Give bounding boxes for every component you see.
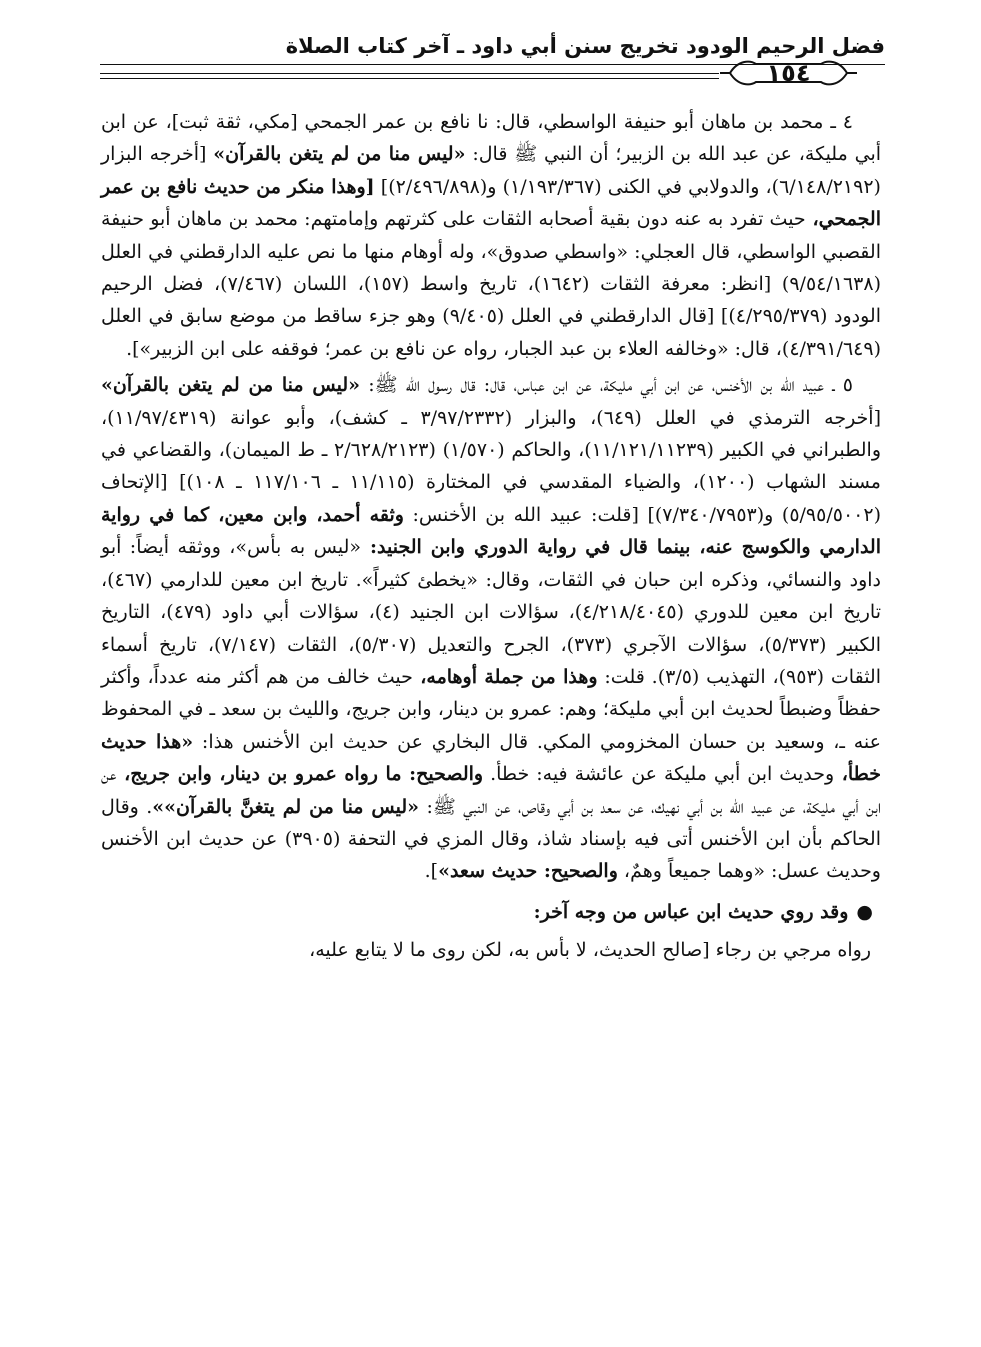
para5-segment: . وقال الحاكم بأن ابن الأخنس أتى فيه بإسناد شاذ، وقال المزي في التحفة (٣٩٠٥) عن حديث ابن الأخنس وحديث عسل: «وهما جميعاً وهمٌ، [101,795,881,883]
para5-segment: والصحيح: ما رواه عمرو بن دينار، وابن جريج، [116,763,484,786]
para5-segment: «ليس منا من لم يتغنَّ بالقرآن»» [152,795,420,818]
para5-segment: ٥ ـ عبيد الله بن الأخنس، عن ابن أبي مليكة، عن ابن عباس، قال: قال رسول الله ﷺ: [360,374,854,397]
header-rule [100,73,719,74]
page-number-ornament [716,54,861,92]
section-heading-text: وقد روي حديث ابن عباس من وجه آخر: [533,900,849,923]
para5-segment: «هذا حديث خطأ، [101,730,881,786]
hadith-paragraph-5 [101,369,881,888]
para5-segment: والصحيح: حديث سعد» [438,860,618,883]
continuation-line: رواه مرجي بن رجاء [صالح الحديث، لا بأس به، لكن روى ما لا يتابع عليه، [309,939,871,962]
para4-segment: «ليس منا من لم يتغن بالقرآن» [213,143,466,166]
para4-segment: [أخرجه البزار (٦/١٤٨/٢١٩٢)، والدولابي في الكنى (١/١٩٣/٣٦٧) و(٢/٤٩٦/٨٩٨)] [101,143,881,198]
section-heading [101,896,881,928]
para5-segment: وحديث ابن أبي مليكة عن عائشة فيه: خطأ. [483,763,835,786]
hadith-paragraph-4 [101,106,881,365]
header-title: فضل الرحيم الودود تخريج سنن أبي داود ـ آخر كتاب الصلاة [285,34,885,58]
page-number: ١٥٤ [766,59,811,87]
para4-segment: [وهذا منكر من حديث نافع بن عمر الجمحي، [101,175,881,231]
para5-segment: حيث خالف من هم أكثر منه عدداً، وأكثر حفظاً وضبطاً لحديث ابن أبي مليكة؛ وهم: عمرو بن دينار، وابن جريج، والليث بن سعد ـ في المحفوظ عنه ـ، وسعيد بن حسان المخزومي المكي. قال البخاري عن حديث ابن الأخنس هذا: [101,665,881,753]
para5-segment: «ليس به بأس»، ووثقه أيضاً: أبو داود والنسائي، وذكره ابن حبان في الثقات، وقال: «يخطئ كثيراً». تاريخ ابن معين للدارمي (٤٦٧)، تاريخ ابن معين للدوري (٤/٢١٨/٤٠٤٥)، سؤالات ابن الجنيد (٤)، سؤالات أبي داود (٤٧٩)، التاريخ الكبير (٥/٣٧٣)، سؤالات الآجري (٣٧٣)، الجرح والتعديل (٥/٣٠٧)، الثقات (٧/١٤٧)، تاريخ أسماء الثقات (٩٥٣)، التهذيب (٣/٥). قلت: [101,536,882,688]
para4-segment: ٤ ـ محمد بن ماهان أبو حنيفة الواسطي، قال: نا نافع بن عمر الجمحي [مكي، ثقة ثبت]، عن ابن أبي مليكة، عن عبد الله بن الزبير؛ أن النبي ﷺ قال: [101,111,882,166]
para5-segment: ]. [424,860,439,883]
para5-segment: «ليس منا من لم يتغن بالقرآن» [101,374,360,397]
para5-segment: عن ابن أبي مليكة، عن عبيد الله بن أبي نهيك، عن سعد بن أبي وقاص، عن النبي ﷺ: [101,763,882,818]
main-text [101,106,881,967]
para5-segment: [أخرجه الترمذي في العلل (٦٤٩)، والبزار (٣/٩٧/٢٣٣٢ ـ كشف)، وأبو عوانة (١١/٩٧/٤٣١٩)، والطبراني في الكبير (١١/١٢١/١١٢٣٩)، والحاكم (١/٥٧٠) (٢/٦٢٨/٢١٢٣ ـ ط الميمان)، والقضاعي في مسند الشهاب (١٢٠٠)، والضياء المقدسي في المختارة (١١/١١٥ ـ ١١٧/١٠٦ ـ ١٠٨)] [الإتحاف (٥/٩٥/٥٠٠٢) و(٧/٣٤٠/٧٩٥٣)] [قلت: عبيد الله بن الأخنس: [101,406,881,526]
para5-segment: وهذا من جملة أوهامه، [412,665,598,688]
bullet-icon: ● [856,900,873,923]
para4-segment: حيث تفرد به عنه دون بقية أصحابه الثقات على كثرتهم وإمامتهم: محمد بن ماهان أبو حنيفة القصبي الواسطي، قال العجلي: «واسطي صدوق»، وله أوهام منها ما نص عليه الدارقطني في العلل (٩/٥٤/١٦٣٨) [انظر: معرفة الثقات (١٦٤٢)، تاريخ واسط (١٥٧)، اللسان (٧/٤٦٧)، فضل الرحيم الودود (٤/٢٩٥/٣٧٩)] [قال الدارقطني في العلل (٩/٤٠٥) وهو جزء ساقط من موضع سابق في العلل (٤/٣٩١/٦٤٩)، قال: «وخالفه العلاء بن عبد الجبار، رواه عن نافع بن عمر؛ فوقفه على ابن الزبير»]. [101,208,882,360]
header-rule-thin [100,78,719,79]
para5-segment: وثقه أحمد، وابن معين، كما في رواية الدارمي والكوسج عنه، بينما قال في رواية الدوري وابن الجنيد: [101,503,882,559]
